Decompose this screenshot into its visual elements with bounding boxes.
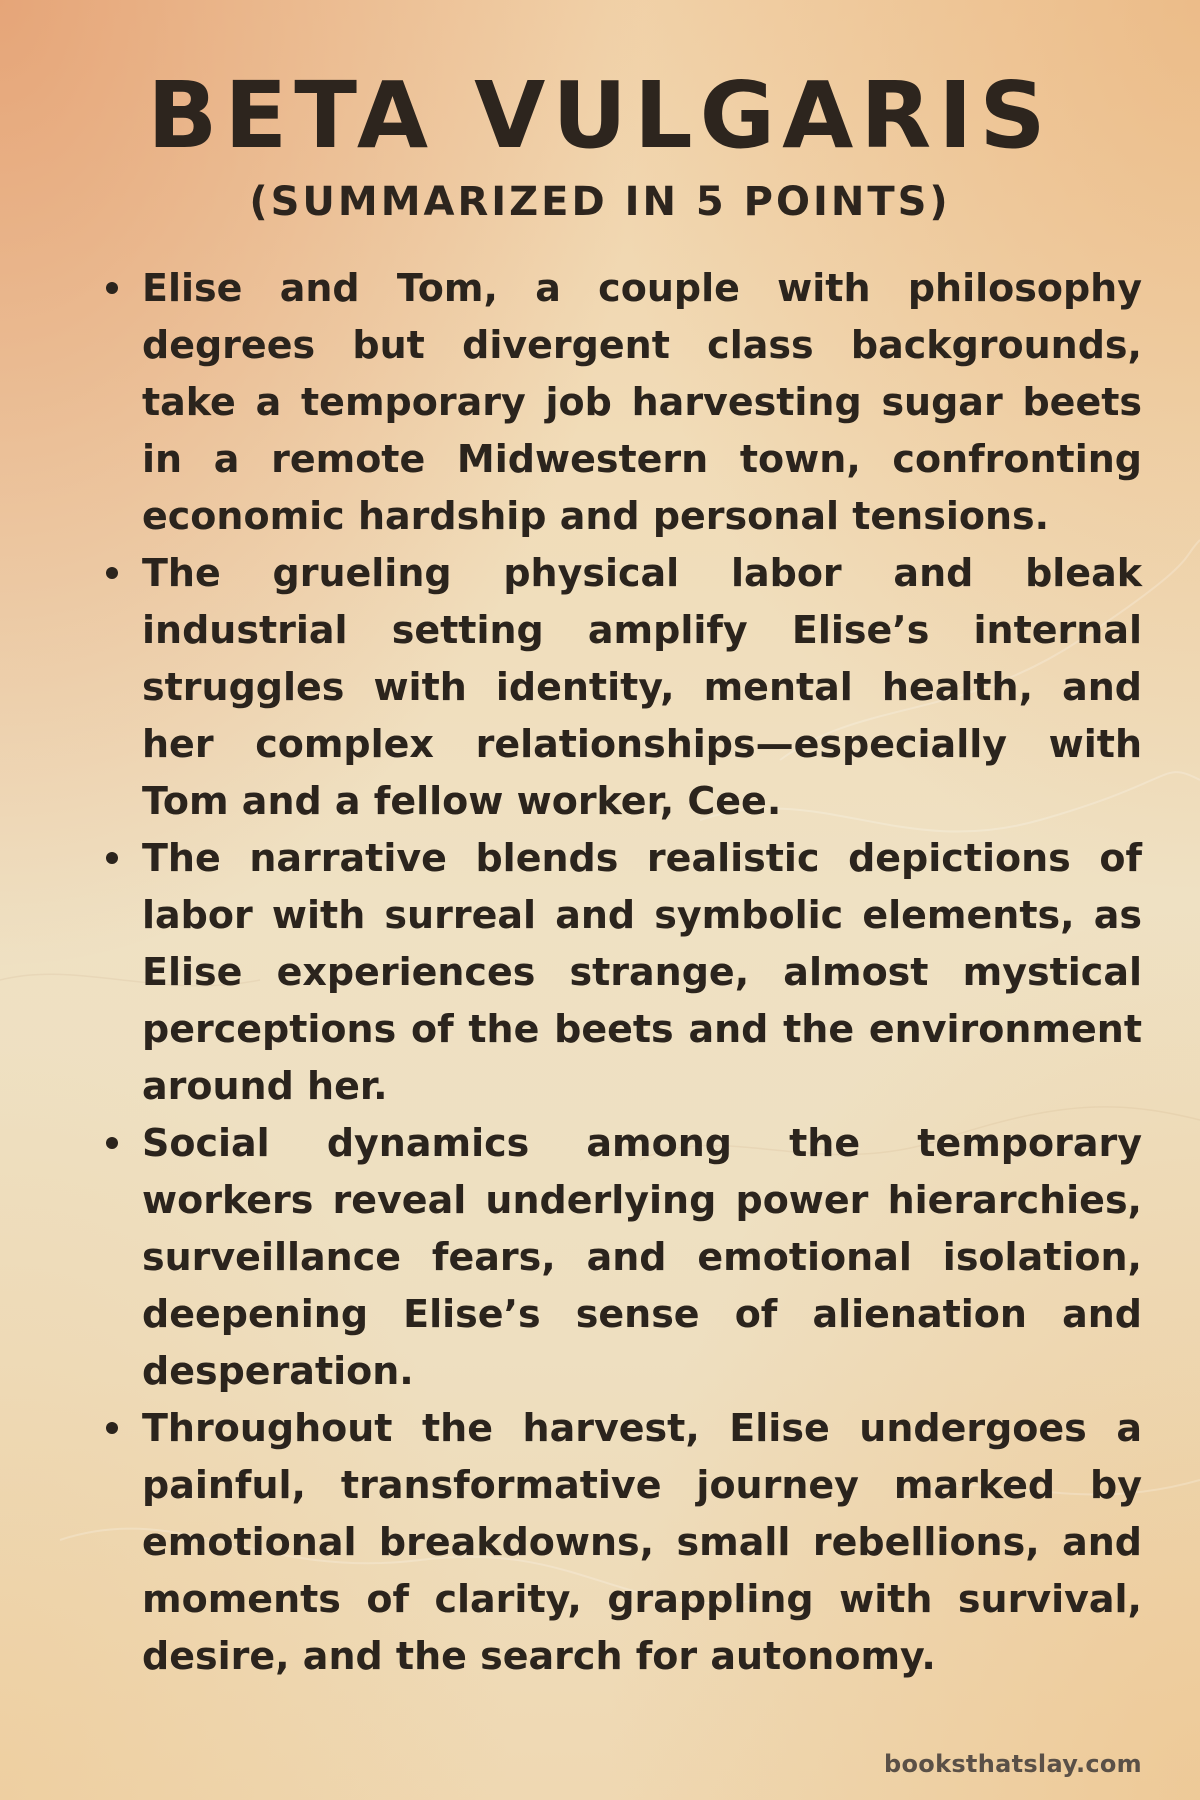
summary-point-3: [102, 830, 1142, 1115]
summary-point-5: [102, 1400, 1142, 1685]
summary-point-text: The grueling physical labor and bleak industrial setting amplify Elise’s internal struggles with identity, mental health, and her complex relationships—especially with Tom and a fellow worker, Cee.: [142, 551, 1142, 823]
source-link[interactable]: booksthatslay.com: [884, 1750, 1142, 1778]
summary-point-1: [102, 260, 1142, 545]
bullet-icon: [106, 1422, 118, 1434]
bullet-icon: [106, 282, 118, 294]
summary-point-2: [102, 545, 1142, 830]
bullet-icon: [106, 1137, 118, 1149]
page-title: BETA VULGARIS: [147, 62, 1053, 169]
summary-point-text: The narrative blends realistic depictions of labor with surreal and symbolic elements, as Elise experiences strange, almost mystical perceptions of the beets and the environment around her.: [142, 836, 1142, 1108]
summary-point-4: [102, 1115, 1142, 1400]
summary-point-text: Social dynamics among the temporary workers reveal underlying power hierarchies, surveillance fears, and emotional isolation, deepening Elise’s sense of alienation and desperation.: [142, 1121, 1142, 1393]
bullet-icon: [106, 852, 118, 864]
summary-list: [102, 260, 1142, 1685]
bullet-icon: [106, 567, 118, 579]
page-subtitle: (SUMMARIZED IN 5 POINTS): [249, 179, 951, 225]
summary-point-text: Throughout the harvest, Elise undergoes a painful, transformative journey marked by emotional breakdowns, small rebellions, and moments of clarity, grappling with survival, desire, and the search for autonomy.: [142, 1406, 1142, 1678]
summary-point-text: Elise and Tom, a couple with philosophy degrees but divergent class backgrounds, take a temporary job harvesting sugar beets in a remote Midwestern town, confronting economic hardship and personal tensions.: [142, 266, 1142, 538]
